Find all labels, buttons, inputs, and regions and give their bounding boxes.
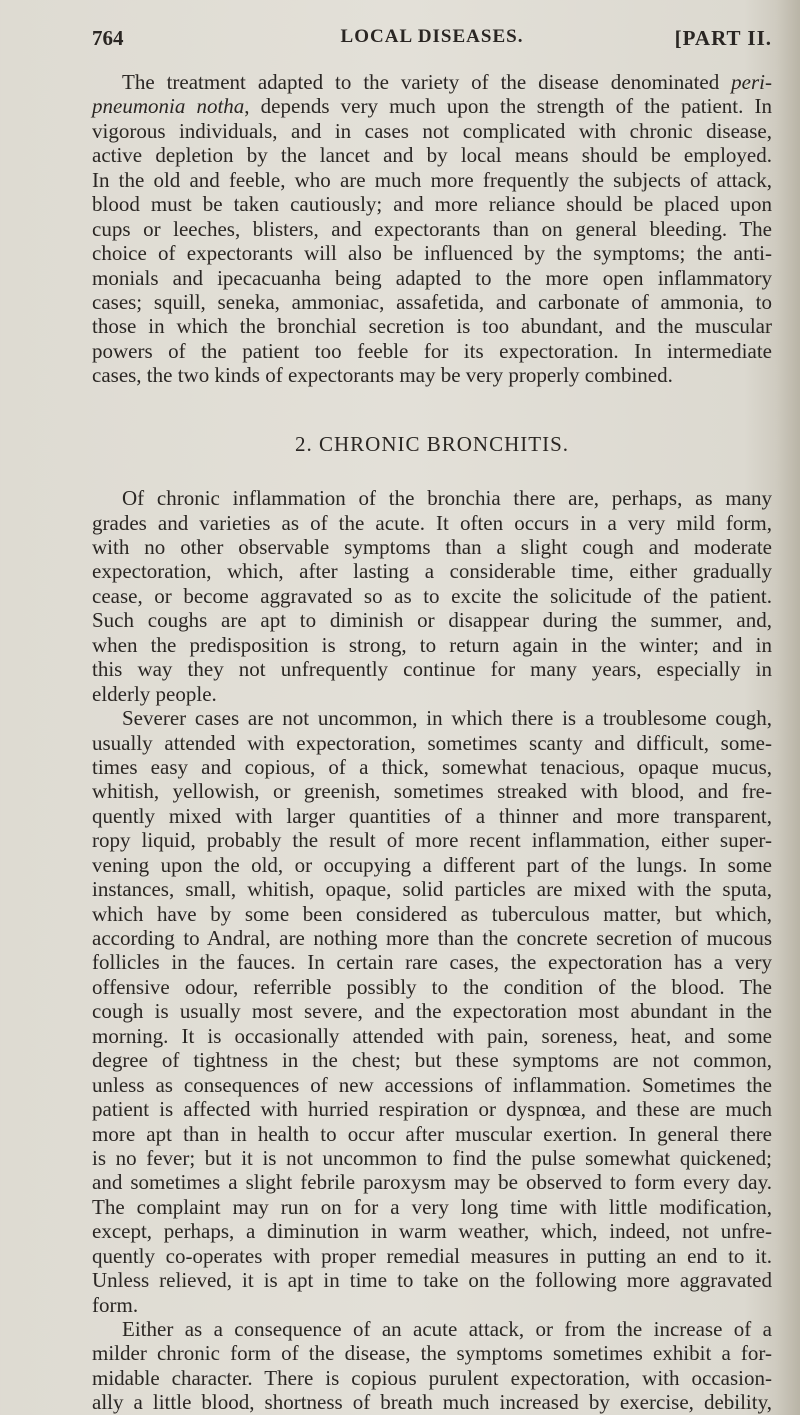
text-line: offensive odour, referrible possibly to the condition of the blood. The <box>92 974 772 999</box>
italic-term: pneumonia notha <box>92 94 245 119</box>
text-line: cases, the two kinds of expectorants may be very properly combined. <box>92 363 673 388</box>
text-line: In the old and feeble, who are much more frequently the subjects of attack, <box>92 167 772 192</box>
text-line: ally a little blood, shortness of breath much increased by exercise, debility, <box>92 1390 772 1415</box>
text-line: this way they not unfrequently continue for many years, especially in <box>92 657 772 682</box>
part-label: [PART II. <box>674 26 772 50</box>
text-line: and sometimes a slight febrile paroxysm may be observed to form every day. <box>92 1170 772 1195</box>
text-line <box>92 70 772 94</box>
running-title: LOCAL DISEASES. <box>340 26 524 47</box>
text-line: instances, small, whitish, opaque, solid particles are mixed with the sputa, <box>92 877 772 902</box>
text-line: elderly people. <box>92 681 217 706</box>
page-number: 764 <box>92 26 124 50</box>
text-line: when the predisposition is strong, to return again in the winter; and in <box>92 632 772 657</box>
text-line <box>92 94 772 118</box>
text-line: powers of the patient too feeble for its expectoration. In intermediate <box>92 338 772 363</box>
text-line: milder chronic form of the disease, the symptoms sometimes exhibit a for- <box>92 1341 772 1366</box>
text-line: form. <box>92 1292 139 1317</box>
text-line: choice of expectorants will also be influenced by the symptoms; the anti- <box>92 241 772 266</box>
text-line: vening upon the old, or occupying a different part of the lungs. In some <box>92 852 772 877</box>
text-line: except, perhaps, a diminution in warm weather, which, indeed, not unfre- <box>92 1219 772 1244</box>
text-line: which have by some been considered as tuberculous matter, but which, <box>92 901 772 926</box>
text-line: Such coughs are apt to diminish or disappear during the summer, and, <box>92 608 772 633</box>
italic-term: peri- <box>731 70 772 94</box>
text-line: quently co-operates with proper remedial measures in putting an end to it. <box>92 1243 772 1268</box>
text-line: active depletion by the lancet and by local means should be employed. <box>92 143 772 168</box>
text-line: cases; squill, seneka, ammoniac, assafetida, and carbonate of ammonia, to <box>92 289 772 314</box>
text-line: morning. It is occasionally attended with pain, soreness, heat, and some <box>92 1023 772 1048</box>
text-line: midable character. There is copious purulent expectoration, with occasion- <box>92 1365 772 1390</box>
text-line: whitish, yellowish, or greenish, sometimes streaked with blood, and fre- <box>92 779 772 804</box>
paragraph <box>92 1317 772 1415</box>
text-line: more apt than in health to occur after muscular exertion. In general there <box>92 1121 772 1146</box>
text-line: grades and varieties as of the acute. It often occurs in a very mild form, <box>92 510 772 535</box>
text-line: according to Andral, are nothing more than the concrete secretion of mucous <box>92 926 772 951</box>
section-heading: 2. CHRONIC BRONCHITIS. <box>294 431 570 456</box>
page-body <box>92 70 772 1415</box>
text-line: ropy liquid, probably the result of more recent inflammation, either super- <box>92 828 772 853</box>
text-line: monials and ipecacuanha being adapted to the more open inflammatory <box>92 265 772 290</box>
text-segment: , depends very much upon the strength of the patient. In <box>244 94 772 119</box>
text-line: Unless relieved, it is apt in time to take on the following more aggravated <box>92 1268 772 1293</box>
text-line: with no other observable symptoms than a slight cough and moderate <box>92 535 772 560</box>
text-line: quently mixed with larger quantities of a thinner and more transparent, <box>92 803 772 828</box>
text-line: expectoration, which, after lasting a considerable time, either gradually <box>92 559 772 584</box>
text-line: times easy and copious, of a thick, somewhat tenacious, opaque mucus, <box>92 754 772 779</box>
text-line: cease, or become aggravated so as to excite the solicitude of the patient. <box>92 583 772 608</box>
running-header <box>92 26 772 56</box>
paragraph <box>92 70 772 388</box>
text-line: The complaint may run on for a very long time with little modification, <box>92 1194 772 1219</box>
text-line: Of chronic inflammation of the bronchia there are, perhaps, as many <box>122 486 772 511</box>
text-line: unless as consequences of new accessions of inflammation. Sometimes the <box>92 1072 772 1097</box>
text-line: follicles in the fauces. In certain rare cases, the expectoration has a very <box>92 950 772 975</box>
text-line: Severer cases are not uncommon, in which there is a troublesome cough, <box>122 706 772 731</box>
text-line: is no fever; but it is not uncommon to find the pulse somewhat quickened; <box>92 1145 772 1170</box>
text-line: those in which the bronchial secretion is too abundant, and the muscular <box>92 314 772 339</box>
text-line: usually attended with expectoration, sometimes scanty and difficult, some- <box>92 730 772 755</box>
text-line: vigorous individuals, and in cases not complicated with chronic disease, <box>92 118 772 143</box>
text-line: cough is usually most severe, and the expectoration most abundant in the <box>92 999 772 1024</box>
paragraph <box>92 706 772 1317</box>
text-line: cups or leeches, blisters, and expectorants than on general bleeding. The <box>92 216 772 241</box>
text-line: patient is affected with hurried respiration or dyspnœa, and these are much <box>92 1097 772 1122</box>
paragraph <box>92 486 772 706</box>
text-segment: The treatment adapted to the variety of the disease denominated <box>122 70 732 94</box>
text-line: degree of tightness in the chest; but these symptoms are not common, <box>92 1048 772 1073</box>
text-line: Either as a consequence of an acute attack, or from the increase of a <box>122 1317 772 1342</box>
text-line: blood must be taken cautiously; and more reliance should be placed upon <box>92 192 772 217</box>
